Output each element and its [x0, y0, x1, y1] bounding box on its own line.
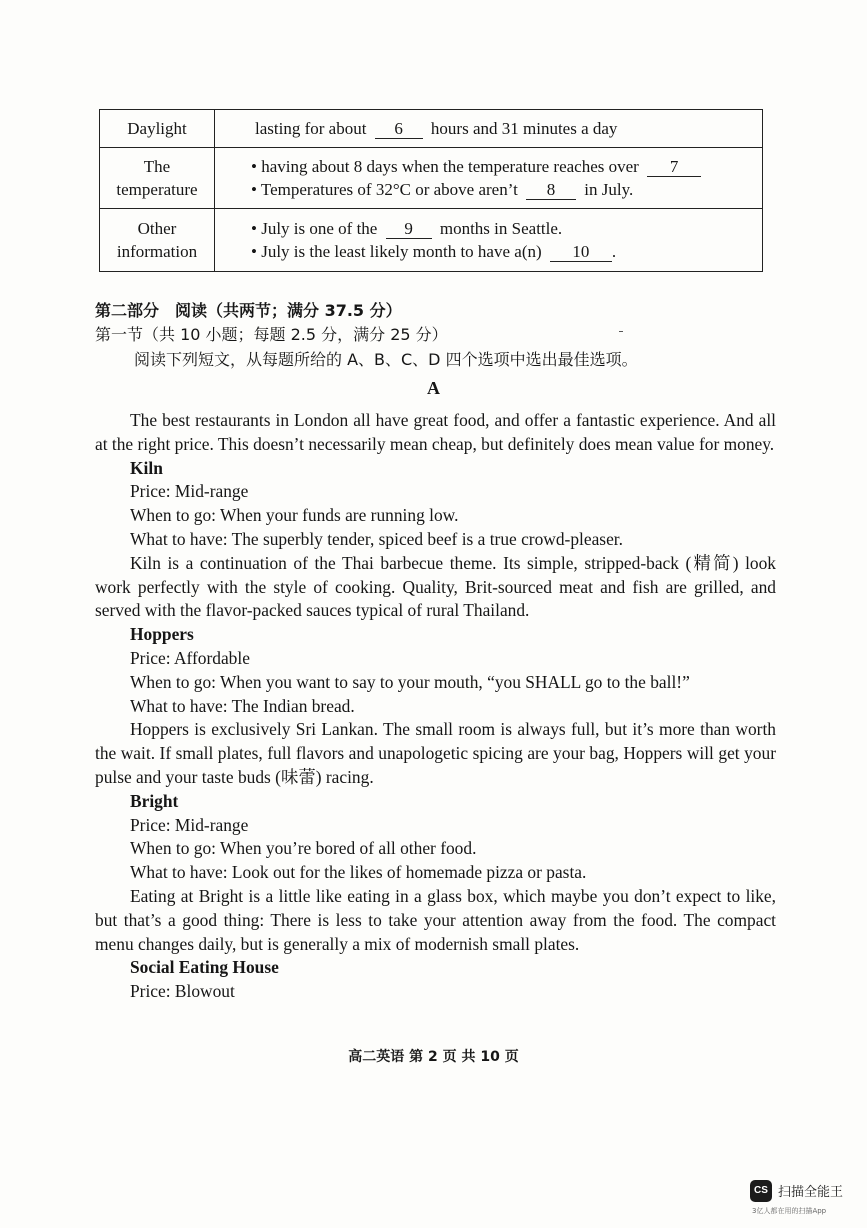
- answer-blank-6: 6: [375, 119, 423, 139]
- content-line: [251, 240, 756, 263]
- restaurant-name: Social Eating House: [130, 957, 279, 978]
- restaurant-what: What to have: The Indian bread.: [130, 695, 355, 716]
- answer-blank-7: 7: [647, 157, 701, 177]
- table-row: [100, 110, 763, 148]
- restaurant-price: Price: Mid-range: [130, 481, 249, 502]
- row-content: [215, 110, 763, 148]
- passage-body: [95, 409, 776, 1004]
- restaurant-description: Hoppers is exclusively Sri Lankan. The small room is always full, but it’s more than worth the wait. If small plates, full flavors and unapologetic spicing are your bag, Hoppers will get your pulse and your taste buds (味蕾) racing.: [95, 719, 776, 787]
- instruction: 阅读下列短文，从每题所给的 A、B、C、D 四个选项中选出最佳选项。: [134, 350, 638, 369]
- restaurant-description: Eating at Bright is a little like eating in a glass box, which maybe you don’t expect to like, but that’s a good thing: There is less to take your attention away from the food. The compact menu changes daily, but is generally a mix of modernish small plates.: [95, 885, 776, 954]
- restaurant-description: Kiln is a continuation of the Thai barbecue theme. Its simple, stripped-back (精简) look work perfectly with the style of cooking. Quality, Brit-sourced meat and fish are grilled, and served with the flavor-packed sauces typical of rural Thailand.: [95, 552, 776, 621]
- restaurant-what: What to have: Look out for the likes of homemade pizza or pasta.: [130, 862, 587, 883]
- row-label: Daylight: [100, 110, 215, 148]
- restaurant-when: When to go: When you’re bored of all other food.: [130, 838, 477, 859]
- passage-letter: A: [427, 378, 440, 398]
- page-footer: 高二英语 第 2 页 共 10 页: [348, 1049, 519, 1065]
- restaurant-when: When to go: When your funds are running low.: [130, 505, 459, 526]
- line-text: hours and 31 minutes a day: [430, 119, 618, 138]
- line-text: lasting for about: [255, 119, 367, 138]
- line-text: • having about 8 days when the temperature reaches over: [251, 157, 639, 176]
- camscanner-logo-icon: CS: [750, 1180, 772, 1202]
- line-text: in July.: [584, 180, 634, 199]
- answer-blank-9: 9: [386, 219, 432, 239]
- row-content: [215, 148, 763, 209]
- answer-blank-8: 8: [526, 180, 576, 200]
- restaurant-what: What to have: The superbly tender, spiced beef is a true crowd-pleaser.: [130, 528, 623, 549]
- row-label: The temperature: [100, 148, 215, 209]
- watermark-name: 扫描全能王: [778, 1185, 844, 1200]
- content-line: [251, 178, 756, 201]
- row-label: Other information: [100, 209, 215, 272]
- restaurant-when: When to go: When you want to say to your mouth, “you SHALL go to the ball!”: [130, 671, 690, 692]
- content-line: [251, 217, 756, 240]
- line-text: .: [611, 242, 617, 261]
- subsection-title: 第一节（共 10 小题；每题 2.5 分，满分 25 分）: [95, 325, 448, 344]
- line-text: months in Seattle.: [439, 219, 563, 238]
- row-content: [215, 209, 763, 272]
- intro-paragraph: The best restaurants in London all have great food, and offer a fantastic experience. And all at the right price. This doesn’t necessarily mean cheap, but definitely does mean value for money.: [95, 410, 776, 454]
- restaurant-name: Kiln: [130, 457, 163, 478]
- restaurant-name: Bright: [130, 790, 179, 811]
- scan-mark: [619, 331, 623, 332]
- answer-blank-10: 10: [550, 242, 612, 262]
- watermark-subtitle: 3亿人都在用的扫描App: [752, 1207, 827, 1215]
- restaurant-name: Hoppers: [130, 624, 194, 645]
- restaurant-price: Price: Blowout: [130, 981, 235, 1002]
- restaurant-price: Price: Mid-range: [130, 814, 249, 835]
- content-line: [251, 155, 756, 178]
- scanner-watermark: [748, 1178, 864, 1224]
- line-text: • July is one of the: [251, 219, 378, 238]
- line-text: • Temperatures of 32°C or above aren’t: [251, 180, 518, 199]
- line-text: • July is the least likely month to have a(n): [251, 242, 542, 261]
- table-row: [100, 148, 763, 209]
- restaurant-price: Price: Affordable: [130, 647, 250, 668]
- table-row: [100, 209, 763, 272]
- info-table: [99, 109, 763, 272]
- section-title: 第二部分 阅读（共两节；满分 37.5 分）: [95, 301, 402, 320]
